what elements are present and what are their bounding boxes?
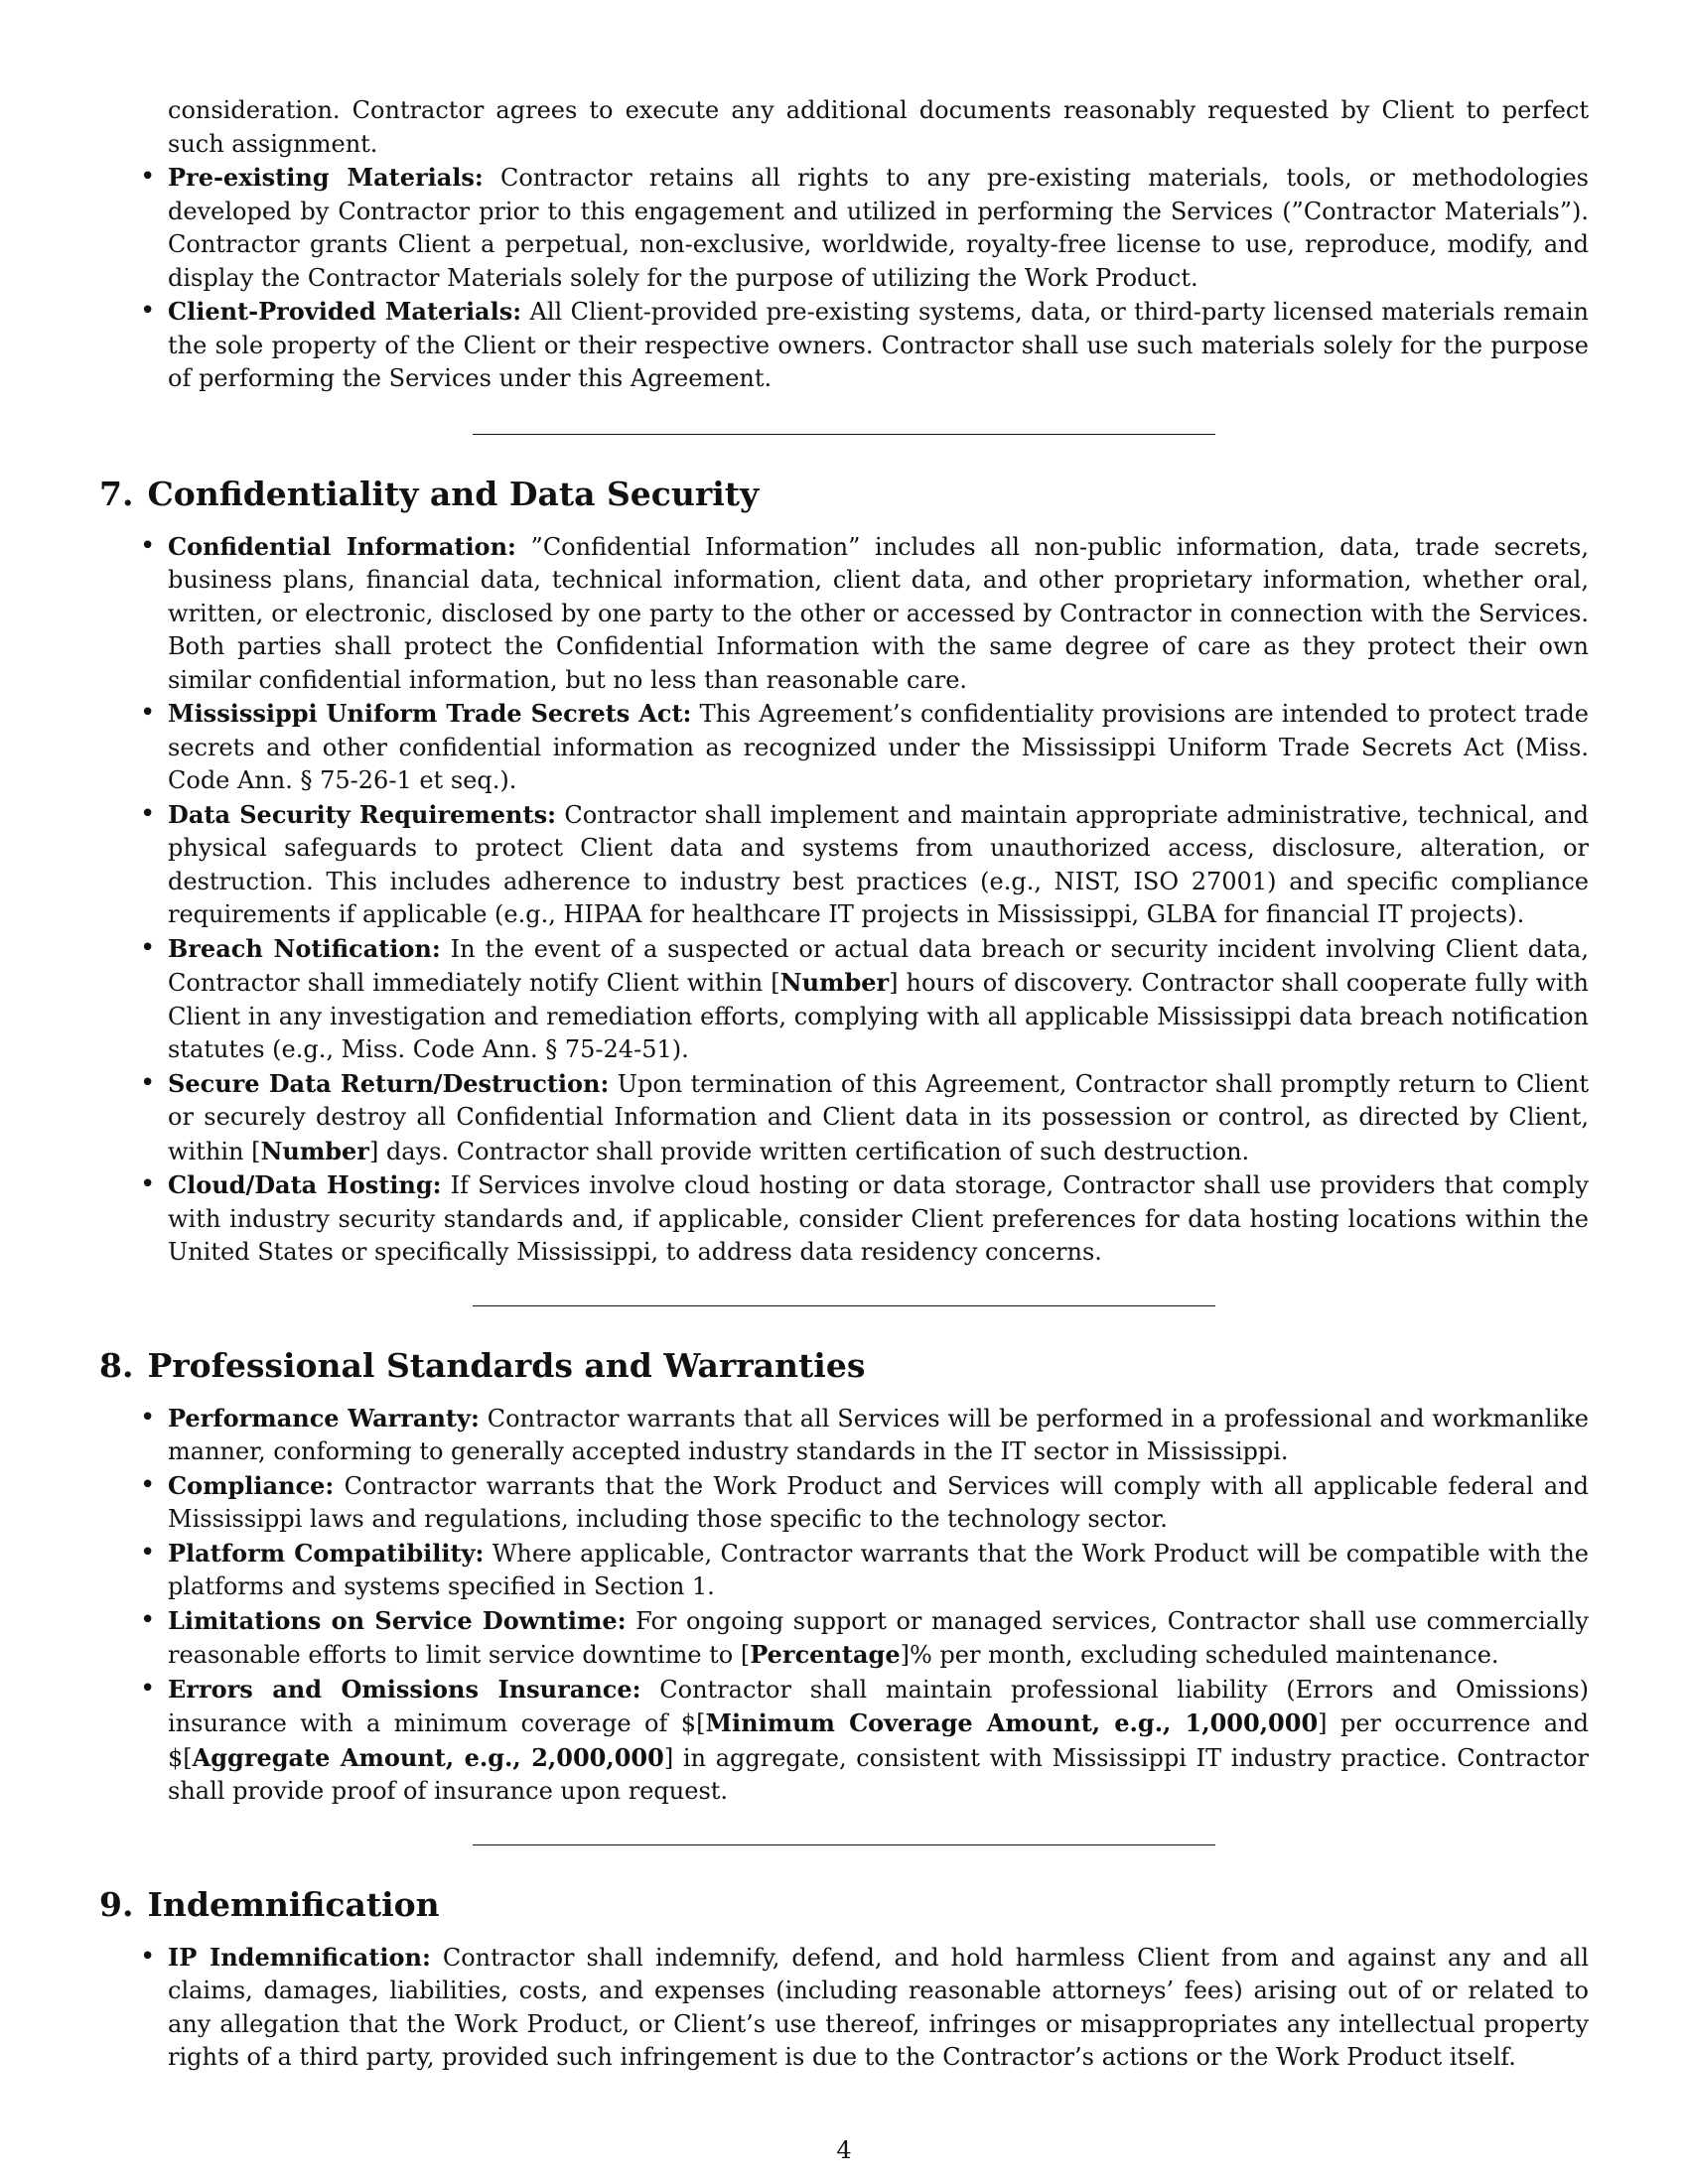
item-text: Contractor retains all rights to any pre-existing materials, tools, or methodologies developed by Contractor prior to this engagement and utilized in performing the Services (”Contractor Materials”). Contractor grants Client a perpetual, non-exclusive, worldwide, royalty-free license to use, reproduce, modify, and display the Contractor Materials solely for the purpose of utilizing the Work Product. bbox=[168, 164, 1589, 292]
placeholder-field: Percentage bbox=[750, 1640, 901, 1669]
list-item bbox=[168, 1604, 1589, 1673]
item-label: Breach Notification: bbox=[168, 933, 441, 963]
item-text: ”Confidential Information” includes all non-public information, data, trade secrets, business plans, financial data, technical information, client data, and other proprietary information, whether oral, written, or electronic, disclosed by one party to the other or accessed by Contractor in connection with the Services. Both parties shall protect the Confidential Information with the same degree of care as they protect their own similar confidential information, but no less than reasonable care. bbox=[168, 532, 1590, 694]
item-label: Confidential Information: bbox=[168, 531, 516, 561]
section-divider bbox=[473, 434, 1215, 435]
list-item bbox=[168, 1402, 1589, 1469]
list-item bbox=[168, 1168, 1589, 1270]
list-item bbox=[168, 1067, 1589, 1169]
placeholder-field: Number bbox=[260, 1136, 369, 1165]
page-content bbox=[99, 94, 1589, 2075]
item-text: For ongoing support or managed services, Contractor shall use commercially reasonable efforts to limit service downtime to [ bbox=[168, 1606, 1589, 1669]
placeholder-field: Minimum Coverage Amount, e.g., 1,000,000 bbox=[705, 1708, 1319, 1737]
list-item bbox=[168, 697, 1589, 798]
page-number: 4 bbox=[836, 2136, 852, 2164]
list-item bbox=[168, 1941, 1589, 2075]
continuation-paragraph: consideration. Contractor agrees to execute any additional documents reasonably requested by Client to perfect such assignment. bbox=[168, 96, 1589, 158]
item-label: Pre-existing Materials: bbox=[168, 163, 484, 192]
item-text: ] per occurrence and $[ bbox=[168, 1709, 1589, 1772]
item-text: Contractor shall maintain professional liability (Errors and Omissions) insurance with a minimum coverage of $[ bbox=[168, 1675, 1589, 1737]
item-text: Where applicable, Contractor warrants that the Work Product will be compatible with the platforms and systems specified in Section 1. bbox=[168, 1539, 1589, 1600]
section-7-list bbox=[99, 530, 1589, 1270]
item-text: All Client-provided pre-existing systems, data, or third-party licensed materials remain the sole property of the Client or their respective owners. Contractor shall use such materials solely for the purpose of performing the Services under this Agreement. bbox=[168, 298, 1589, 392]
item-text: ] hours of discovery. Contractor shall cooperate fully with Client in any investigation and remediation efforts, complying with all applicable Mississippi data breach notification statutes (e.g., Miss. Code Ann. § 75-24-51). bbox=[168, 969, 1589, 1063]
section-8-list bbox=[99, 1402, 1589, 1809]
placeholder-field: Number bbox=[779, 968, 890, 997]
item-label: Limitations on Service Downtime: bbox=[168, 1605, 627, 1635]
list-item bbox=[168, 161, 1589, 295]
section-heading-8 bbox=[99, 1346, 1589, 1386]
item-label: Client-Provided Materials: bbox=[168, 297, 522, 326]
list-item bbox=[168, 530, 1589, 698]
item-text: In the event of a suspected or actual data breach or security incident involving Client data, Contractor shall immediately notify Client within [ bbox=[168, 934, 1589, 997]
item-text: Contractor shall implement and maintain appropriate administrative, technical, and physical safeguards to protect Client data and systems from unauthorized access, disclosure, alteration, or destruction. This includes adherence to industry best practices (e.g., NIST, ISO 27001) and specific compliance requirements if applicable (e.g., HIPAA for healthcare IT projects in Mississippi, GLBA for financial IT projects). bbox=[168, 800, 1589, 928]
placeholder-field: Aggregate Amount, e.g., 2,000,000 bbox=[192, 1742, 664, 1772]
item-text: This Agreement’s confidentiality provisions are intended to protect trade secrets and other confidential information as recognized under the Mississippi Uniform Trade Secrets Act (Miss. Code Ann. § 75-26-1 et seq.). bbox=[168, 700, 1590, 794]
section-number: 8. bbox=[99, 1345, 134, 1385]
section-title: Professional Standards and Warranties bbox=[147, 1345, 866, 1385]
ip-list-continued bbox=[99, 161, 1589, 396]
item-label: Platform Compatibility: bbox=[168, 1538, 485, 1568]
section-heading-9 bbox=[99, 1885, 1589, 1925]
item-label: Cloud/Data Hosting: bbox=[168, 1170, 442, 1199]
section-title: Confidentiality and Data Security bbox=[147, 474, 760, 513]
section-9-list bbox=[99, 1941, 1589, 2075]
item-text: Contractor warrants that all Services will be performed in a professional and workmanlike manner, conforming to generally accepted industry standards in the IT sector in Mississippi. bbox=[168, 1404, 1589, 1465]
item-text: If Services involve cloud hosting or data storage, Contractor shall use providers that comply with industry security standards and, if applicable, consider Client preferences for data hosting locations within the United States or specifically Mississippi, to address data residency concerns. bbox=[168, 1171, 1589, 1266]
item-text: ] days. Contractor shall provide written certification of such destruction. bbox=[368, 1137, 1250, 1165]
item-label: Compliance: bbox=[168, 1470, 335, 1500]
item-label: Performance Warranty: bbox=[168, 1403, 480, 1433]
item-label: Secure Data Return/Destruction: bbox=[168, 1068, 610, 1098]
section-number: 9. bbox=[99, 1884, 134, 1924]
item-label: Data Security Requirements: bbox=[168, 799, 556, 829]
list-item bbox=[168, 798, 1589, 932]
section-number: 7. bbox=[99, 474, 134, 513]
item-text: ]% per month, excluding scheduled maintenance. bbox=[900, 1641, 1499, 1669]
section-divider bbox=[473, 1844, 1215, 1845]
item-text: Upon termination of this Agreement, Contractor shall promptly return to Client or securely destroy all Confidential Information and Client data in its possession or control, as directed by Client, within [ bbox=[168, 1069, 1589, 1165]
list-item bbox=[168, 1673, 1589, 1809]
section-title: Indemnification bbox=[147, 1884, 440, 1924]
list-item bbox=[168, 295, 1589, 396]
item-label: Mississippi Uniform Trade Secrets Act: bbox=[168, 699, 692, 728]
item-text: ] in aggregate, consistent with Mississippi IT industry practice. Contractor shall provide proof of insurance upon request. bbox=[168, 1743, 1590, 1805]
item-text: Contractor warrants that the Work Product and Services will comply with all applicable federal and Mississippi laws and regulations, including those specific to the technology sector. bbox=[168, 1471, 1589, 1533]
list-item bbox=[168, 1469, 1589, 1537]
item-text: Contractor shall indemnify, defend, and hold harmless Client from and against any and all claims, damages, liabilities, costs, and expenses (including reasonable attorneys’ fees) arising out of or related to any allegation that the Work Product, or Client’s use thereof, infringes or misappropriates any intellectual property rights of a third party, provided such infringement is due to the Contractor’s actions or the Work Product itself. bbox=[168, 1943, 1590, 2071]
list-item bbox=[168, 1537, 1589, 1604]
section-divider bbox=[473, 1305, 1215, 1306]
item-label: Errors and Omissions Insurance: bbox=[168, 1674, 641, 1704]
list-item bbox=[168, 932, 1589, 1067]
section-heading-7 bbox=[99, 475, 1589, 514]
item-label: IP Indemnification: bbox=[168, 1942, 431, 1972]
